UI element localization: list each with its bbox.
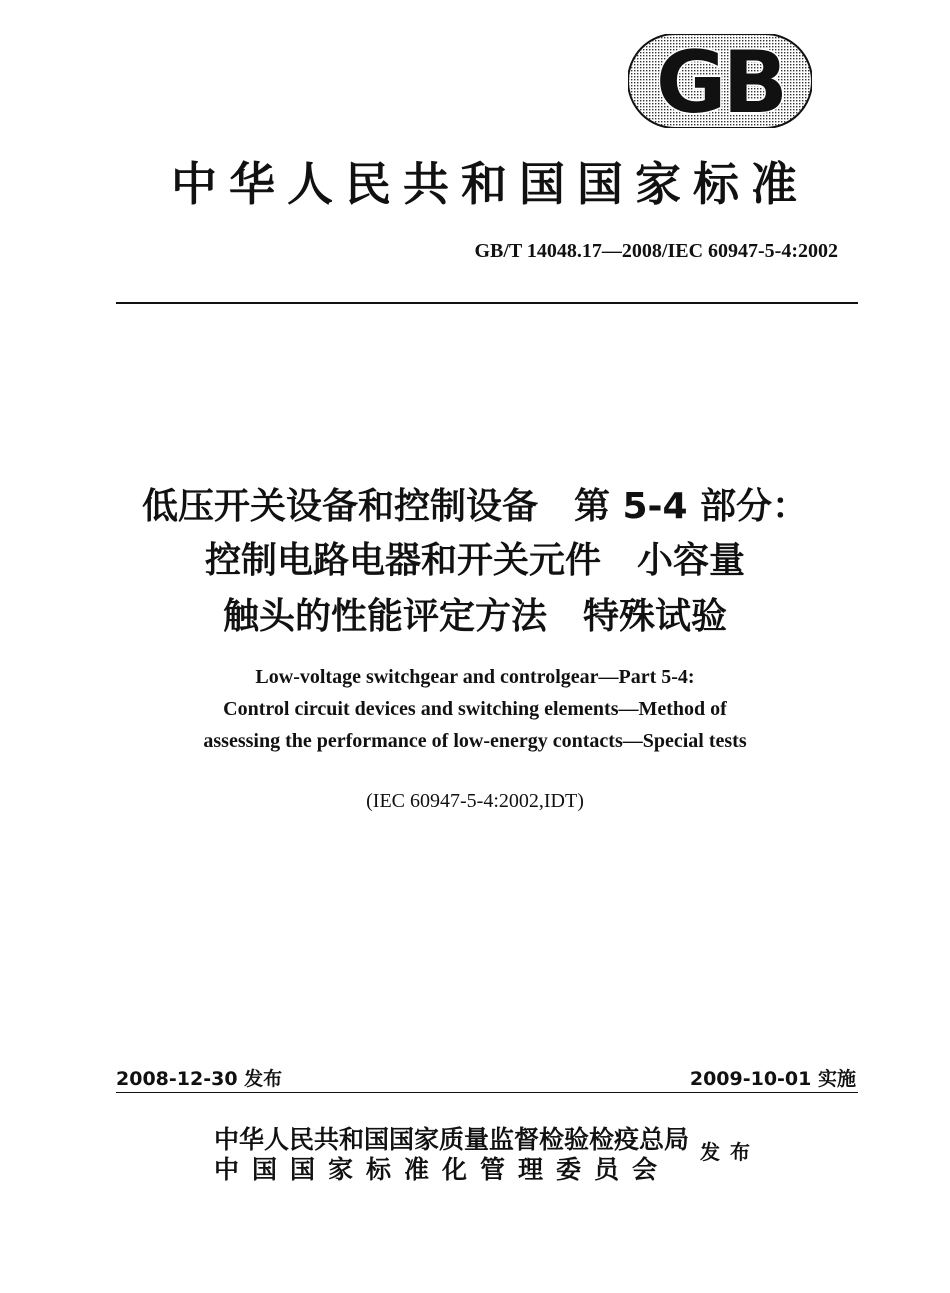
top-divider: [116, 302, 858, 304]
english-title-line-3: assessing the performance of low-energy contacts—Special tests: [203, 730, 747, 752]
gb-logo: [628, 34, 812, 128]
english-title-line-1: Low-voltage switchgear and controlgear—Part 5-4:: [255, 666, 695, 688]
standard-number: GB/T 14048.17—2008/IEC 60947-5-4:2002: [474, 240, 838, 262]
chinese-title-line-3: 触头的性能评定方法 特殊试验: [222, 596, 727, 637]
chinese-title-line-1: 低压开关设备和控制设备 第 5-4 部分：: [141, 486, 809, 527]
english-title-line-2: Control circuit devices and switching elements—Method of: [223, 698, 727, 720]
publish-label: 发布: [700, 1140, 760, 1164]
issue-date: 2008-12-30 发布: [116, 1068, 283, 1090]
implementation-date: 2009-10-01 实施: [689, 1068, 856, 1090]
issuer-aqsiq: 中华人民共和国国家质量监督检验检疫总局: [214, 1125, 690, 1154]
gb-logo-text: GB: [655, 34, 785, 128]
national-standard-heading: 中华人民共和国国家标准: [171, 157, 809, 211]
chinese-title-line-2: 控制电路电器和开关元件 小容量: [204, 540, 745, 581]
iec-equivalence: (IEC 60947-5-4:2002,IDT): [366, 790, 584, 812]
bottom-divider: [116, 1092, 858, 1093]
issuer-sac: 中国国家标准化管理委员会: [214, 1155, 671, 1184]
